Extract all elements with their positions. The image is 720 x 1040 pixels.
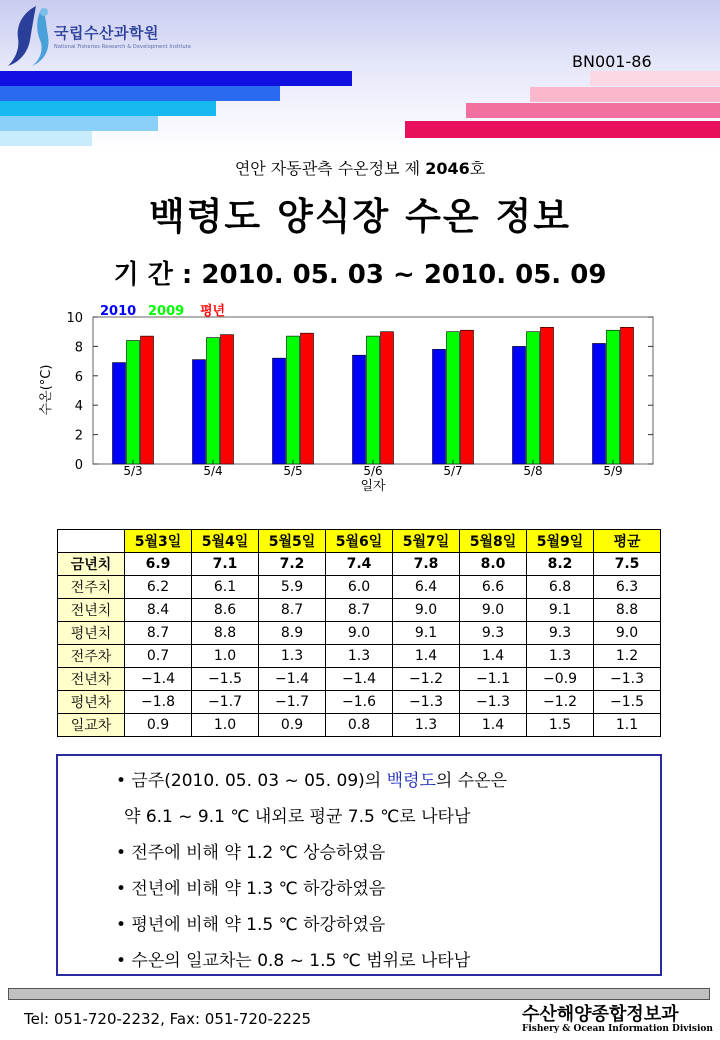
table-cell: 1.2 (594, 645, 661, 668)
legend-평년: 평년 (200, 304, 226, 319)
table-row (58, 622, 661, 645)
column-header: 5월5일 (259, 530, 326, 553)
table-cell: 9.3 (460, 622, 527, 645)
bar-2009 (527, 332, 540, 464)
bar-2009 (127, 341, 140, 464)
table-cell: 9.0 (393, 599, 460, 622)
table-row (58, 714, 661, 737)
table-cell: 9.3 (527, 622, 594, 645)
footer-divider (8, 988, 710, 1000)
summary-line-2: 약 6.1 ~ 9.1 ℃ 내외로 평균 7.5 ℃로 나타남 (124, 807, 471, 827)
column-header: 5월9일 (527, 530, 594, 553)
institute-name: 국립수산과학원 (54, 24, 159, 42)
column-header: 5월4일 (192, 530, 259, 553)
table-cell: 6.2 (125, 576, 192, 599)
table-cell: 1.3 (393, 714, 460, 737)
bar-2009 (207, 338, 220, 464)
table-row (58, 668, 661, 691)
y-tick-label: 4 (74, 399, 83, 415)
summary-box (56, 754, 662, 976)
table-cell: −1.4 (125, 668, 192, 691)
bar-2010 (193, 360, 206, 464)
table-row (58, 645, 661, 668)
stripe-blue-1 (0, 71, 352, 86)
institute-name-en: National Fisheries Research & Development Institute (54, 44, 192, 50)
bar-2009 (607, 330, 620, 464)
table-cell: 9.1 (527, 599, 594, 622)
bar-평년 (621, 327, 634, 464)
column-header: 5월6일 (326, 530, 393, 553)
x-tick-label: 5/5 (283, 464, 303, 478)
table-corner-cell (58, 530, 125, 553)
table-cell: 1.5 (527, 714, 594, 737)
table-cell: −1.8 (125, 691, 192, 714)
division-name: 수산해양종합정보과 (522, 1004, 679, 1025)
table-cell: 8.8 (594, 599, 661, 622)
row-label: 평년차 (58, 691, 125, 714)
column-header: 5월7일 (393, 530, 460, 553)
legend-2009: 2009 (148, 304, 185, 319)
y-tick-label: 0 (74, 458, 83, 473)
bar-2010 (273, 358, 286, 464)
summary-line-5: • 평년에 비해 약 1.5 ℃ 하강하였음 (116, 915, 386, 935)
table-cell: −1.4 (259, 668, 326, 691)
table-cell: 7.4 (326, 553, 393, 576)
stripe-pink-1 (590, 71, 720, 86)
table-cell: 7.8 (393, 553, 460, 576)
table-cell: 6.0 (326, 576, 393, 599)
table-row (58, 599, 661, 622)
table-cell: −1.1 (460, 668, 527, 691)
table-cell: −1.6 (326, 691, 393, 714)
stripe-pink-2 (530, 87, 720, 102)
table-cell: −1.2 (393, 668, 460, 691)
table-cell: 7.1 (192, 553, 259, 576)
row-label: 전년차 (58, 668, 125, 691)
y-tick-label: 8 (74, 340, 83, 356)
table-row (58, 691, 661, 714)
table-cell: 8.9 (259, 622, 326, 645)
table-cell: −1.5 (192, 668, 259, 691)
report-period: 기 간 : 2010. 05. 03 ~ 2010. 05. 09 (113, 260, 607, 290)
table-cell: 9.1 (393, 622, 460, 645)
row-label: 평년치 (58, 622, 125, 645)
table-cell: 8.4 (125, 599, 192, 622)
table-cell: 1.3 (326, 645, 393, 668)
table-cell: 6.4 (393, 576, 460, 599)
row-label: 전주치 (58, 576, 125, 599)
table-cell: 9.0 (460, 599, 527, 622)
table-row (58, 576, 661, 599)
table-cell: −1.3 (393, 691, 460, 714)
table-cell: 1.3 (259, 645, 326, 668)
row-label: 전주차 (58, 645, 125, 668)
table-cell: 1.4 (460, 645, 527, 668)
bar-2010 (433, 349, 446, 464)
table-cell: 1.3 (527, 645, 594, 668)
summary-line-1: • 금주(2010. 05. 03 ~ 05. 09)의 백령도의 수온은 (116, 771, 508, 791)
stripe-pink-3 (466, 103, 720, 118)
table-cell: 9.0 (594, 622, 661, 645)
table-cell: −1.4 (326, 668, 393, 691)
contact-info: Tel: 051-720-2232, Fax: 051-720-2225 (24, 1010, 312, 1028)
table-cell: −1.3 (460, 691, 527, 714)
table-cell: −1.2 (527, 691, 594, 714)
table-cell: 8.7 (259, 599, 326, 622)
x-tick-label: 5/8 (523, 464, 543, 478)
table-cell: 1.1 (594, 714, 661, 737)
report-title: 백령도 양식장 수온 정보 (148, 195, 572, 238)
table-cell: 6.6 (460, 576, 527, 599)
table-cell: 8.6 (192, 599, 259, 622)
x-axis-label: 일자 (360, 479, 386, 494)
table-cell: 8.0 (460, 553, 527, 576)
bar-평년 (141, 336, 154, 464)
table-cell: 1.4 (460, 714, 527, 737)
bar-평년 (381, 332, 394, 464)
bar-2010 (353, 355, 366, 464)
x-tick-label: 5/9 (603, 464, 623, 478)
bar-2010 (113, 363, 126, 464)
document-number: BN001-86 (572, 52, 652, 71)
stripe-blue-2 (0, 86, 280, 101)
summary-line-4: • 전년에 비해 약 1.3 ℃ 하강하였음 (116, 879, 386, 899)
table-cell: 8.7 (326, 599, 393, 622)
bar-2010 (593, 343, 606, 464)
table-cell: 0.8 (326, 714, 393, 737)
table-cell: 1.0 (192, 645, 259, 668)
bar-평년 (301, 333, 314, 464)
x-tick-label: 5/4 (203, 464, 223, 478)
table-row (58, 553, 661, 576)
bar-2009 (447, 332, 460, 464)
table-cell: 7.2 (259, 553, 326, 576)
table-cell: −1.3 (594, 668, 661, 691)
row-label: 금년치 (58, 553, 125, 576)
row-label: 전년치 (58, 599, 125, 622)
table-cell: −1.7 (192, 691, 259, 714)
table-cell: −1.5 (594, 691, 661, 714)
table-cell: 0.9 (125, 714, 192, 737)
table-cell: 5.9 (259, 576, 326, 599)
stripe-blue-4 (0, 116, 158, 131)
bar-2009 (287, 336, 300, 464)
water-temperature-chart (0, 296, 720, 496)
stripe-pink-4 (405, 121, 720, 138)
column-header: 5월8일 (460, 530, 527, 553)
table-cell: 9.0 (326, 622, 393, 645)
table-cell: 8.7 (125, 622, 192, 645)
table-header-row (58, 530, 661, 553)
bar-평년 (221, 335, 234, 464)
table-cell: −0.9 (527, 668, 594, 691)
place-name: 백령도 (386, 771, 436, 791)
x-tick-label: 5/6 (363, 464, 383, 478)
stripe-blue-3 (0, 101, 216, 116)
report-subtitle: 연안 자동관측 수온정보 제 2046호 (234, 159, 486, 178)
bar-2010 (513, 346, 526, 464)
x-tick-label: 5/3 (123, 464, 143, 478)
column-header: 평균 (594, 530, 661, 553)
legend-2010: 2010 (100, 304, 137, 319)
y-axis-label: 수온(°C) (39, 364, 54, 416)
temperature-table (57, 529, 661, 737)
column-header: 5월3일 (125, 530, 192, 553)
table-cell: 6.9 (125, 553, 192, 576)
table-cell: 0.7 (125, 645, 192, 668)
y-tick-label: 10 (66, 311, 83, 326)
stripe-blue-5 (0, 131, 92, 146)
row-label: 일교차 (58, 714, 125, 737)
table-cell: 6.8 (527, 576, 594, 599)
table-cell: 1.4 (393, 645, 460, 668)
table-cell: 0.9 (259, 714, 326, 737)
bar-2009 (367, 336, 380, 464)
summary-line-3: • 전주에 비해 약 1.2 ℃ 상승하였음 (116, 843, 386, 863)
table-cell: 6.3 (594, 576, 661, 599)
summary-line-6: • 수온의 일교차는 0.8 ~ 1.5 ℃ 범위로 나타남 (116, 951, 471, 971)
x-tick-label: 5/7 (443, 464, 463, 478)
y-tick-label: 6 (74, 369, 83, 385)
y-tick-label: 2 (74, 428, 83, 444)
bar-평년 (461, 330, 474, 464)
division-name-en: Fishery & Ocean Information Division (522, 1024, 713, 1034)
table-cell: 8.2 (527, 553, 594, 576)
table-cell: 6.1 (192, 576, 259, 599)
table-cell: 1.0 (192, 714, 259, 737)
table-cell: 8.8 (192, 622, 259, 645)
bar-평년 (541, 327, 554, 464)
table-cell: 7.5 (594, 553, 661, 576)
table-cell: −1.7 (259, 691, 326, 714)
